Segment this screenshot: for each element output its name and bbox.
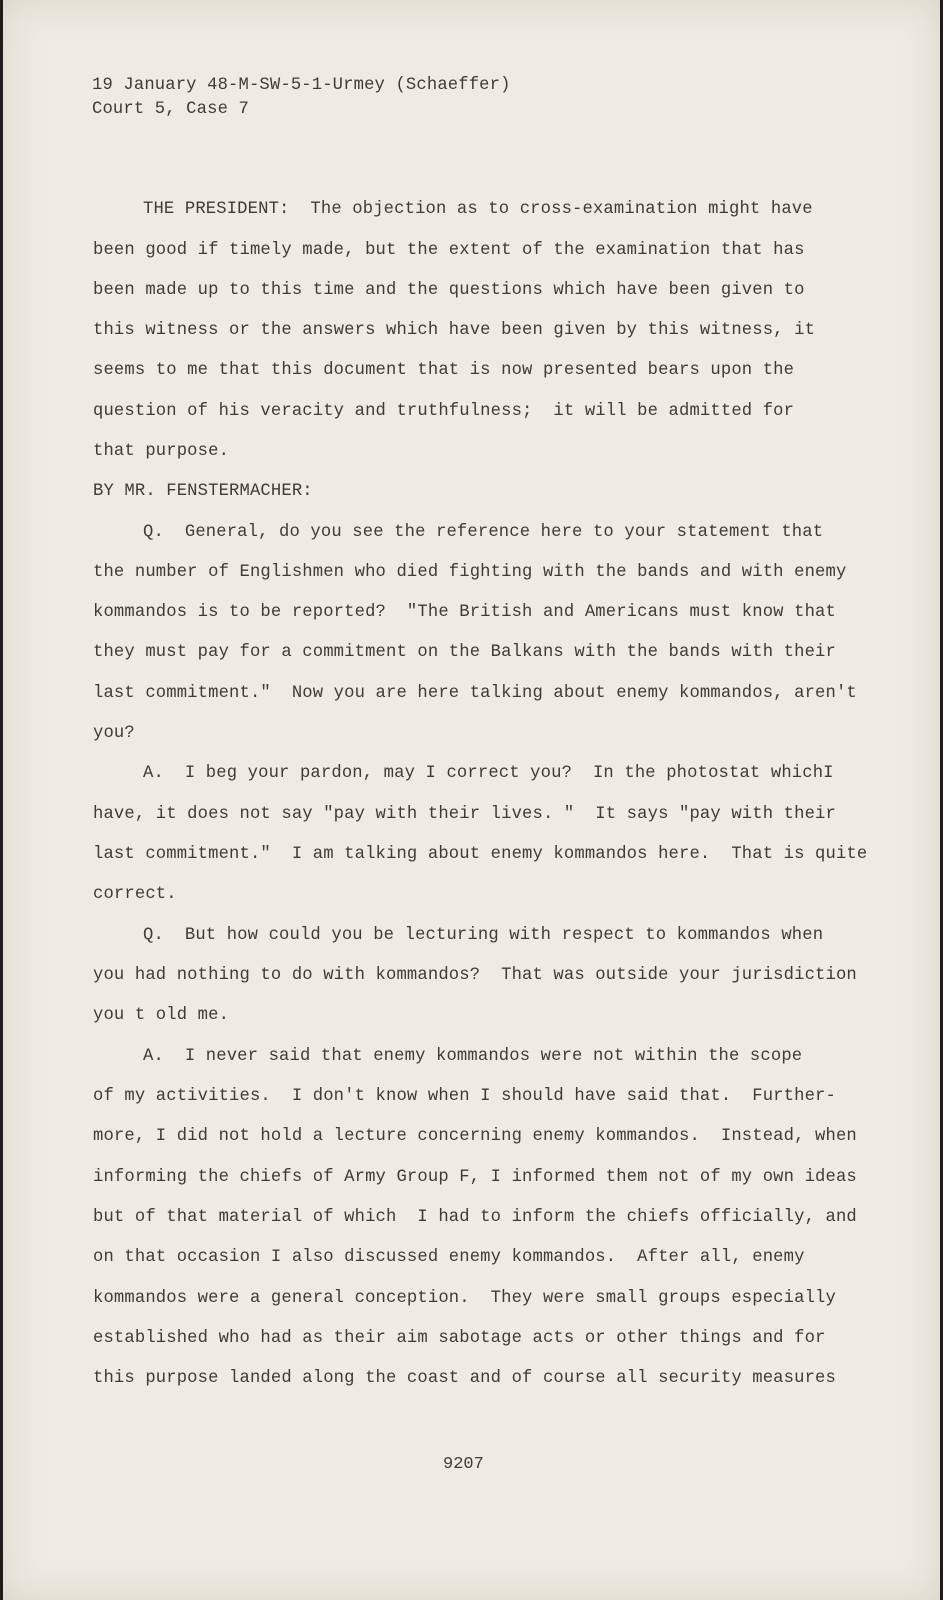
- text-line: kommandos is to be reported? "The British and Americans must know that: [93, 603, 836, 622]
- text-line: kommandos were a general conception. They were small groups especially: [93, 1289, 836, 1308]
- document-page: [3, 0, 940, 1600]
- text-line: they must pay for a commitment on the Balkans with the bands with their: [93, 643, 836, 662]
- text-line: THE PRESIDENT: The objection as to cross-examination might have: [143, 200, 813, 219]
- text-line: been good if timely made, but the extent of the examination that has: [93, 241, 805, 260]
- text-line: more, I did not hold a lecture concerning enemy kommandos. Instead, when: [93, 1127, 857, 1146]
- header-line-2: Court 5, Case 7: [92, 100, 249, 119]
- page-number: 9207: [443, 1455, 484, 1474]
- text-line: established who had as their aim sabotage acts or other things and for: [93, 1329, 826, 1348]
- text-line: A. I beg your pardon, may I correct you? In the photostat whichI: [143, 764, 834, 783]
- text-line: have, it does not say "pay with their lives. " It says "pay with their: [93, 805, 836, 824]
- text-line: been made up to this time and the questions which have been given to: [93, 281, 805, 300]
- text-line: that purpose.: [93, 442, 230, 461]
- text-line: correct.: [93, 885, 177, 904]
- text-line: last commitment." Now you are here talking about enemy kommandos, aren't: [93, 684, 857, 703]
- header-line-1: 19 January 48-M-SW-5-1-Urmey (Schaeffer): [92, 76, 511, 95]
- text-line: you t old me.: [93, 1006, 230, 1025]
- text-line: but of that material of which I had to inform the chiefs officially, and: [93, 1208, 857, 1227]
- text-line: BY MR. FENSTERMACHER:: [93, 482, 313, 501]
- text-line: question of his veracity and truthfulness; it will be admitted for: [93, 402, 795, 421]
- text-line: seems to me that this document that is now presented bears upon the: [93, 361, 795, 380]
- text-line: you?: [93, 724, 135, 743]
- text-line: on that occasion I also discussed enemy kommandos. After all, enemy: [93, 1248, 805, 1267]
- text-line: Q. But how could you be lecturing with respect to kommandos when: [143, 926, 824, 945]
- text-line: this witness or the answers which have been given by this witness, it: [93, 321, 816, 340]
- text-line: A. I never said that enemy kommandos were not within the scope: [143, 1047, 803, 1066]
- text-line: this purpose landed along the coast and of course all security measures: [93, 1369, 836, 1388]
- text-line: you had nothing to do with kommandos? That was outside your jurisdiction: [93, 966, 857, 985]
- text-line: informing the chiefs of Army Group F, I informed them not of my own ideas: [93, 1168, 857, 1187]
- text-line: the number of Englishmen who died fighting with the bands and with enemy: [93, 563, 847, 582]
- text-line: of my activities. I don't know when I should have said that. Further-: [93, 1087, 836, 1106]
- text-line: last commitment." I am talking about enemy kommandos here. That is quite: [93, 845, 868, 864]
- text-line: Q. General, do you see the reference here to your statement that: [143, 523, 824, 542]
